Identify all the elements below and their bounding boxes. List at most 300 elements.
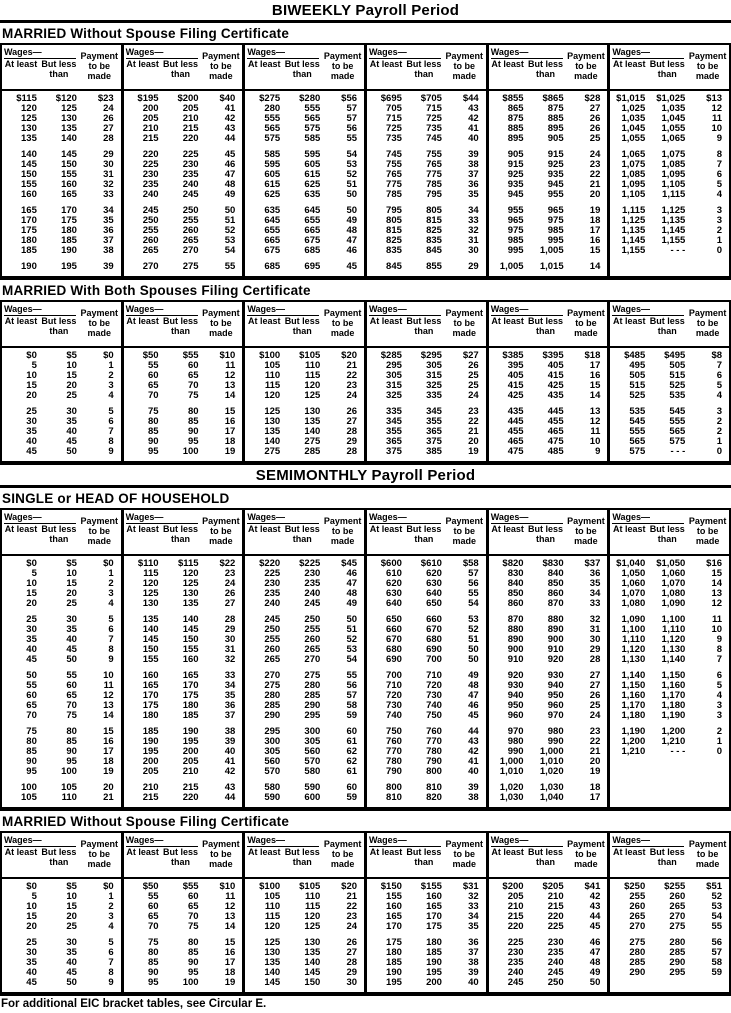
payment-cell: $58 [462,558,479,569]
at-least-cell: 185 [386,957,402,968]
at-least-cell: 735 [386,133,402,144]
at-least-cell: 270 [629,921,646,932]
wages-header-block [489,510,565,554]
at-least-cell: 670 [386,634,402,645]
but-less-than-cell: 385 [426,446,442,457]
but-less-than-cell: 895 [547,123,564,134]
table-row [2,793,121,803]
payment-cell: 39 [468,149,479,160]
but-less-than-cell: 10 [66,568,77,579]
payment-cell: 3 [108,588,114,599]
table-row [124,134,243,144]
at-least-cell: 675 [264,245,281,256]
payment-header: Payment to be made [323,308,362,338]
payment-cell: 14 [711,578,723,589]
but-less-than-cell: - - - [670,245,686,256]
payment-cell: 11 [711,614,723,625]
wages-header: Wages— [369,304,441,316]
but-less-than-cell: 40 [66,426,77,437]
but-less-than-cell: 1,140 [661,654,686,665]
at-least-cell: 170 [386,921,402,932]
wages-header: Wages— [369,835,441,847]
but-less-than-cell: 145 [182,624,199,635]
payment-cell: 41 [224,756,236,767]
but-less-than-cell: 890 [547,624,564,635]
payment-cell: 2 [108,901,114,912]
but-less-than-cell: 245 [304,598,321,609]
payment-cell: 7 [716,654,723,665]
at-least-cell: 10 [26,370,37,381]
at-least-cell: 25 [26,937,37,948]
but-less-than-cell: 210 [182,766,199,777]
but-less-than-cell: 870 [547,598,564,609]
payment-cell: 34 [103,205,114,216]
at-least-cell: 1,070 [621,588,646,599]
but-less-than-cell: 1,080 [661,588,686,599]
payment-cell: 2 [716,426,723,437]
but-less-than-cell: 10 [66,891,77,902]
but-less-than-cell: 100 [61,766,77,777]
payment-cell: 19 [103,766,114,777]
payment-cell: 43 [468,736,479,747]
payment-cell: $13 [706,93,723,104]
at-least-cell: 910 [507,654,524,665]
but-less-than-cell: 30 [66,614,77,625]
payment-cell: 46 [224,159,236,170]
but-less-than-cell: $105 [299,350,321,361]
but-less-than-cell: 505 [669,360,686,371]
table-row [489,978,608,988]
but-less-than-cell: 295 [669,967,686,978]
payment-cell: 52 [468,624,479,635]
table-row [2,978,121,988]
at-least-cell: 40 [26,644,37,655]
group-header [124,45,243,91]
but-less-than-cell: 695 [304,261,321,272]
payment-cell: 54 [346,149,358,160]
at-least-cell: 955 [507,205,524,216]
at-least-cell: 905 [507,149,524,160]
at-least-cell: 775 [386,179,402,190]
at-least-cell: 235 [264,588,281,599]
table-row [489,958,608,968]
but-less-than-cell: 1,190 [661,710,686,721]
but-less-than-cell: 220 [547,911,564,922]
payment-cell: 2 [108,578,114,589]
but-less-than-cell: 50 [66,977,77,988]
payment-cell: 29 [589,644,601,655]
payment-cell: $20 [341,350,358,361]
wages-header: Wages— [247,835,319,847]
at-least-cell: 335 [386,406,402,417]
but-less-than-cell: 750 [426,710,442,721]
at-least-cell: 215 [142,792,159,803]
payment-cell: 34 [468,205,479,216]
payment-header: Payment to be made [567,308,605,338]
table-row [489,968,608,978]
at-least-header: At least [613,59,646,69]
at-least-cell: 280 [629,947,646,958]
table-row [124,978,243,988]
payment-table [0,43,731,280]
payment-cell: 14 [224,390,236,401]
at-least-cell: 65 [26,700,37,711]
at-least-header: At least [248,847,281,857]
at-least-cell: 125 [21,113,37,124]
payment-cell: 28 [346,957,358,968]
table-row [245,958,364,968]
but-less-than-cell: 60 [66,680,77,691]
at-least-cell: 1,045 [621,123,646,134]
payment-cell: 20 [589,189,601,200]
but-less-than-cell: 605 [304,159,321,170]
but-less-than-cell: 180 [426,937,442,948]
payment-cell: 57 [711,947,723,958]
table-row [610,958,729,968]
but-less-than-cell: 655 [304,215,321,226]
at-least-cell: 840 [507,578,524,589]
at-least-cell: $275 [259,93,281,104]
at-least-cell: 245 [507,977,524,988]
payment-header: Payment to be made [323,51,362,81]
but-less-than-cell: 355 [426,416,442,427]
at-least-cell: 265 [629,911,646,922]
but-less-than-cell: 50 [66,446,77,457]
but-less-than-cell: 795 [426,189,442,200]
table-row [2,447,121,457]
but-less-than-cell: 40 [66,957,77,968]
payment-cell: 36 [224,700,236,711]
payment-cell: 23 [589,159,601,170]
but-less-than-cell: $105 [299,881,321,892]
but-less-than-cell: 140 [304,426,321,437]
at-least-cell: 135 [264,426,281,437]
payment-cell: 50 [224,205,236,216]
at-least-header: At least [491,524,524,534]
payment-cell: 41 [224,103,236,114]
but-less-than-cell: 680 [426,634,442,645]
payment-cell: 28 [346,446,358,457]
at-least-cell: $855 [502,93,524,104]
table-row [610,711,729,721]
at-least-cell: 740 [386,710,402,721]
at-least-cell: 155 [386,891,402,902]
but-less-than-header: But less than [284,59,320,79]
but-less-than-cell: 160 [426,891,442,902]
at-least-header: At least [613,316,646,326]
at-least-cell: 1,180 [621,710,646,721]
payment-cell: 54 [711,911,723,922]
but-less-than-cell: 875 [547,103,564,114]
at-least-cell: 395 [507,360,524,371]
but-less-than-cell: 135 [61,123,77,134]
payment-cell: 46 [346,568,358,579]
but-less-than-cell: 840 [547,568,564,579]
footer-note: For additional EIC bracket tables, see Circular E. [1,998,267,1010]
at-least-cell: 1,170 [621,700,646,711]
at-least-cell: 1,190 [621,726,646,737]
at-least-cell: 850 [507,588,524,599]
table-row [2,361,121,371]
payment-header: Payment to be made [688,308,727,338]
but-less-than-header: But less than [284,524,320,544]
at-least-cell: 180 [142,710,159,721]
at-least-cell: 55 [147,360,159,371]
at-least-cell: 990 [507,746,524,757]
but-less-than-cell: 85 [66,736,77,747]
table-row [610,437,729,447]
at-least-cell: $110 [137,558,159,569]
but-less-than-cell: 515 [669,370,686,381]
but-less-than-header: But less than [406,524,442,544]
but-less-than-cell: 1,150 [661,670,686,681]
wage-bracket-group [242,45,364,276]
payment-cell: 61 [346,736,358,747]
but-less-than-cell: 100 [182,977,199,988]
at-least-cell: 365 [386,436,402,447]
at-least-cell: 135 [264,957,281,968]
at-least-cell: 660 [386,624,402,635]
but-less-than-cell: 745 [426,133,442,144]
but-less-than-cell: 1,060 [661,568,686,579]
but-less-than-cell: 130 [304,406,321,417]
payment-cell: 52 [346,634,358,645]
at-least-cell: 165 [386,911,402,922]
at-least-cell: 890 [507,634,524,645]
but-less-than-cell: 1,030 [539,782,564,793]
but-less-than-cell: $865 [542,93,564,104]
table-row [610,246,729,256]
but-less-than-cell: 45 [66,967,77,978]
at-least-cell: 665 [264,235,281,246]
table-row [610,655,729,665]
payment-cell: 62 [346,746,358,757]
at-least-cell: 190 [21,261,37,272]
at-least-cell: 120 [21,103,37,114]
at-least-cell: 265 [142,245,159,256]
payment-cell: $0 [103,350,114,361]
at-least-cell: 1,050 [621,568,646,579]
payment-cell: 55 [224,261,236,272]
payment-cell: 29 [346,436,358,447]
wages-header: Wages— [126,47,198,59]
at-least-cell: 620 [386,578,402,589]
at-least-cell: $1,015 [616,93,646,104]
at-least-cell: 225 [142,159,159,170]
at-least-cell: 630 [386,588,402,599]
but-less-than-cell: 245 [547,967,564,978]
but-less-than-cell: 15 [66,578,77,589]
at-least-cell: 240 [507,967,524,978]
payment-cell: 48 [346,588,358,599]
at-least-cell: 1,160 [621,690,646,701]
but-less-than-cell: 690 [426,644,442,655]
table-row [2,882,121,892]
payment-cell: 28 [346,426,358,437]
payment-cell: 18 [224,967,236,978]
payment-cell: 53 [346,159,358,170]
payment-cell: 32 [224,654,236,665]
but-less-than-cell: 125 [304,921,321,932]
at-least-cell: 75 [26,726,37,737]
payment-cell: 22 [468,416,479,427]
at-least-cell: 40 [26,436,37,447]
but-less-than-cell: 995 [547,235,564,246]
payment-cell: 36 [468,179,479,190]
table-row [124,711,243,721]
at-least-cell: 90 [147,436,159,447]
at-least-cell: 1,155 [621,245,646,256]
payment-cell: 48 [224,179,236,190]
but-less-than-cell: 185 [182,710,199,721]
at-least-header: At least [126,59,159,69]
but-less-than-cell: 1,035 [661,103,686,114]
at-least-header: At least [248,524,281,534]
table-row [2,371,121,381]
table-row [124,655,243,665]
at-least-cell: 120 [264,390,281,401]
payment-cell: 21 [103,792,114,803]
but-less-than-cell: 165 [61,189,77,200]
payment-cell: 5 [716,680,723,691]
section-title: MARRIED Without Spouse Filing Certificate [2,26,290,41]
payment-cell: 9 [716,634,723,645]
table-row [245,968,364,978]
group-header [124,302,243,348]
table-row [367,655,486,665]
table-row [2,569,121,579]
at-least-cell: 60 [26,690,37,701]
but-less-than-cell: 215 [547,901,564,912]
but-less-than-cell: 780 [426,746,442,757]
table-row [124,958,243,968]
payment-cell: $45 [341,558,358,569]
but-less-than-cell: 940 [547,680,564,691]
payment-cell: 58 [711,957,723,968]
but-less-than-cell: 260 [182,225,199,236]
wages-header-block [245,510,321,554]
payment-header: Payment to be made [80,51,119,81]
at-least-cell: 950 [507,700,524,711]
but-less-than-cell: 555 [669,416,686,427]
payment-cell: 23 [346,380,358,391]
at-least-cell: $695 [380,93,402,104]
at-least-cell: 250 [264,624,281,635]
at-least-cell: 10 [26,578,37,589]
at-least-cell: $200 [502,881,524,892]
at-least-cell: 1,075 [621,159,646,170]
but-less-than-cell: 25 [66,921,77,932]
table-row [245,767,364,777]
but-less-than-cell: 125 [182,578,199,589]
at-least-cell: 140 [142,624,159,635]
but-less-than-cell: 70 [188,911,199,922]
at-least-cell: 845 [386,261,402,272]
at-least-cell: 170 [142,690,159,701]
at-least-cell: 70 [26,710,37,721]
table-row [124,190,243,200]
at-least-cell: 255 [264,634,281,645]
wages-header: Wages— [491,512,563,524]
but-less-than-cell: 95 [66,756,77,767]
at-least-cell: 225 [264,568,281,579]
payment-cell: 1 [716,736,723,747]
but-less-than-cell: 805 [426,205,442,216]
wage-bracket-group [364,45,486,276]
at-least-cell: 195 [386,977,402,988]
table-row [124,599,243,609]
at-least-cell: 1,135 [621,225,646,236]
table-row [489,599,608,609]
but-less-than-cell: 155 [61,169,77,180]
at-least-cell: 800 [386,782,402,793]
table-row [2,417,121,427]
group-header [2,302,121,348]
wages-header-block [124,510,200,554]
payment-cell: 1 [108,568,114,579]
at-least-cell: 105 [264,891,281,902]
at-least-cell: 1,005 [499,261,524,272]
wage-bracket-group [607,45,729,276]
table-row [2,922,121,932]
payment-cell: 27 [589,103,601,114]
payment-cell: 55 [346,133,358,144]
at-least-cell: 920 [507,670,524,681]
but-less-than-cell: 115 [304,901,321,912]
payment-cell: 4 [716,690,723,701]
at-least-cell: 805 [386,215,402,226]
payment-cell: 25 [468,370,479,381]
but-less-than-cell: 1,045 [661,113,686,124]
at-least-cell: $0 [26,350,37,361]
payment-cell: 33 [468,901,479,912]
at-least-cell: 60 [147,370,159,381]
wage-bracket-group [364,510,486,807]
at-least-cell: 565 [629,436,646,447]
wages-header-block [124,45,200,89]
section-title: MARRIED With Both Spouses Filing Certificate [2,283,311,298]
wages-header-block [2,302,78,346]
payment-cell: 31 [224,644,236,655]
payment-cell: 49 [589,967,601,978]
payment-cell: 24 [346,921,358,932]
at-least-cell: 140 [21,149,37,160]
but-less-than-cell: 210 [547,891,564,902]
but-less-than-cell: 220 [182,133,199,144]
payment-cell: 18 [224,436,236,447]
at-least-cell: $485 [624,350,646,361]
at-least-cell: 5 [31,568,37,579]
at-least-header: At least [4,847,38,857]
period-title-semimonthly: SEMIMONTHLY Payroll Period [255,467,476,484]
at-least-cell: 255 [142,225,159,236]
at-least-cell: 105 [264,360,281,371]
at-least-cell: 1,100 [621,624,646,635]
group-header [610,302,729,348]
at-least-cell: $100 [259,881,281,892]
payment-cell: 13 [224,380,236,391]
wages-header-block [367,45,443,89]
but-less-than-cell: 720 [426,680,442,691]
payment-cell: $27 [462,350,479,361]
at-least-cell: 605 [264,169,281,180]
wages-header-block [367,302,443,346]
but-less-than-cell: 175 [182,690,199,701]
payment-cell: 39 [224,736,236,747]
payment-cell: 30 [103,159,114,170]
but-less-than-cell: 930 [547,670,564,681]
at-least-header: At least [4,316,38,326]
